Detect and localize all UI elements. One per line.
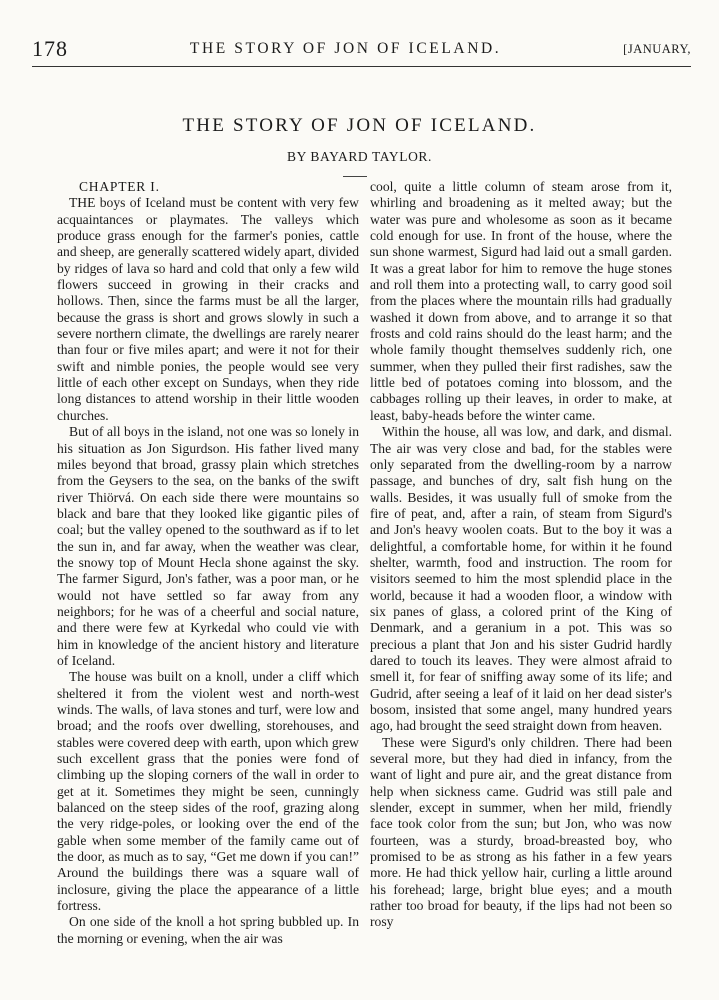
paragraph: Within the house, all was low, and dark, and dismal. The air was very close and bad, for the stables were only separated from the dwelling-room by a narrow passage, and bunches of dry, salt fish hung on the walls. Besides, it was usually full of smoke from the fire of peat, and, after a rain, of steam from Sigurd's and Jon's heavy woolen coats. But to the boy it was a delightful, a comfortable home, for within it he found shelter, warmth, food and instruction. The room for visitors seemed to him the most splendid place in the world, because it had a wooden floor, a window with six panes of glass, a colored print of the King of Denmark, and a geranium in a pot. This was so precious a plant that Jon and his sister Gudrid hardly dared to touch its leaves. They were almost afraid to smell it, for fear of sniffing away some of its life; and Gudrid, after seeing a leaf of it laid on her dead sister's bosom, insisted that some angel, many hundred years ago, had brought the seed straight down from heaven. bbox=[370, 424, 672, 734]
right-column bbox=[370, 179, 672, 931]
article-byline: BY BAYARD TAYLOR. bbox=[286, 149, 433, 164]
paragraph: The house was built on a knoll, under a cliff which sheltered it from the violent west and north-west winds. The walls, of lava stones and turf, were low and broad; and the roofs over dwelling, storehouses, and stables were covered deep with earth, upon which grew such excellent grass that the ponies were fond of climbing up the sloping corners of the wall in order to get at it. Sometimes they might be seen, cunningly balanced on the steep sides of the roof, grazing along the very ridge-poles, or looking over the end of the gable when some member of the family came out of the door, as much as to say, “Get me down if you can!” Around the buildings there was a square wall of inclosure, giving the place the appearance of a little fortress. bbox=[57, 669, 359, 914]
article-title: THE STORY OF JON OF ICELAND. bbox=[182, 115, 537, 136]
paragraph: On one side of the knoll a hot spring bubbled up. In the morning or evening, when the air was bbox=[57, 914, 359, 946]
page-number: 178 bbox=[32, 36, 68, 61]
header-rule bbox=[32, 66, 691, 67]
chapter-heading: CHAPTER I. bbox=[79, 179, 160, 194]
paragraph: These were Sigurd's only children. There had been several more, but they had died in infancy, from the want of light and pure air, and the great distance from help when sickness came. Gudrid was still pale and slender, except in summer, when her mild, friendly face took color from the sun; but Jon, who was now fourteen, was a sturdy, broad-breasted boy, who promised to be as strong as his father in a few years more. He had thick yellow hair, curling a little around his forehead; large, bright blue eyes; and a mouth rather too broad for beauty, if the lips had not been so rosy bbox=[370, 734, 672, 930]
paragraph-text: boys of Iceland must be content with very few acquaintances or playmates. The valleys which produce grass enough for the farmer's ponies, cattle and sheep, are generally scattered widely apart, divided by ridges of lava so hard and cold that only a few wild flowers succeed in growing in their cracks and hollows. Then, since the farms must be all the larger, because the grass is short and grows slowly in such a severe northern climate, the dwellings are rarely nearer than four or five miles apart; and were it not for their swift and nimble ponies, the people would see very little of each other except on Sundays, when they ride long distances to attend worship in their little wooden churches. bbox=[57, 195, 359, 423]
opening-word: THE bbox=[69, 195, 96, 211]
running-title: THE STORY OF JON OF ICELAND. bbox=[189, 40, 502, 57]
paragraph: But of all boys in the island, not one was so lonely in his situation as Jon Sigurdson. His father lived many miles beyond that broad, grassy plain which stretches from the Geysers to the sea, on the banks of the swift river Thiörvá. On each side there were mountains so black and bare that they looked like gigantic piles of coal; but the valley opened to the southward as if to let the sun in, and far away, when the weather was clear, the snowy top of Mount Hecla shone against the sky. The farmer Sigurd, Jon's father, was a poor man, or he would not have settled so far away from any neighbors; for he was of a cheerful and social nature, and there were few at Kyrkedal who could vie with him in knowledge of the ancient history and literature of Iceland. bbox=[57, 424, 359, 668]
title-divider bbox=[343, 176, 367, 177]
paragraph: cool, quite a little column of steam arose from it, whirling and broadening as it melted away; but the water was pure and wholesome as soon as it became cold enough for use. In front of the house, where the sun shone warmest, Sigurd had laid out a small garden. It was a great labor for him to remove the huge stones and roll them into a protecting wall, to carry good soil from the places where the mountain rills had gradually washed it down from above, and to arrange it so that frosts and cold rains should do the least harm; and the whole family thought themselves suddenly rich, one summer, when they pulled their first radishes, saw the little bed of potatoes coming into blossom, and the cabbages rolling up their leaves, in order to make, at least, baby-heads before the winter came. bbox=[370, 179, 672, 423]
running-header bbox=[32, 34, 691, 64]
left-column bbox=[57, 179, 359, 947]
issue-month: [JANUARY, bbox=[623, 41, 691, 56]
paragraph bbox=[57, 195, 359, 424]
